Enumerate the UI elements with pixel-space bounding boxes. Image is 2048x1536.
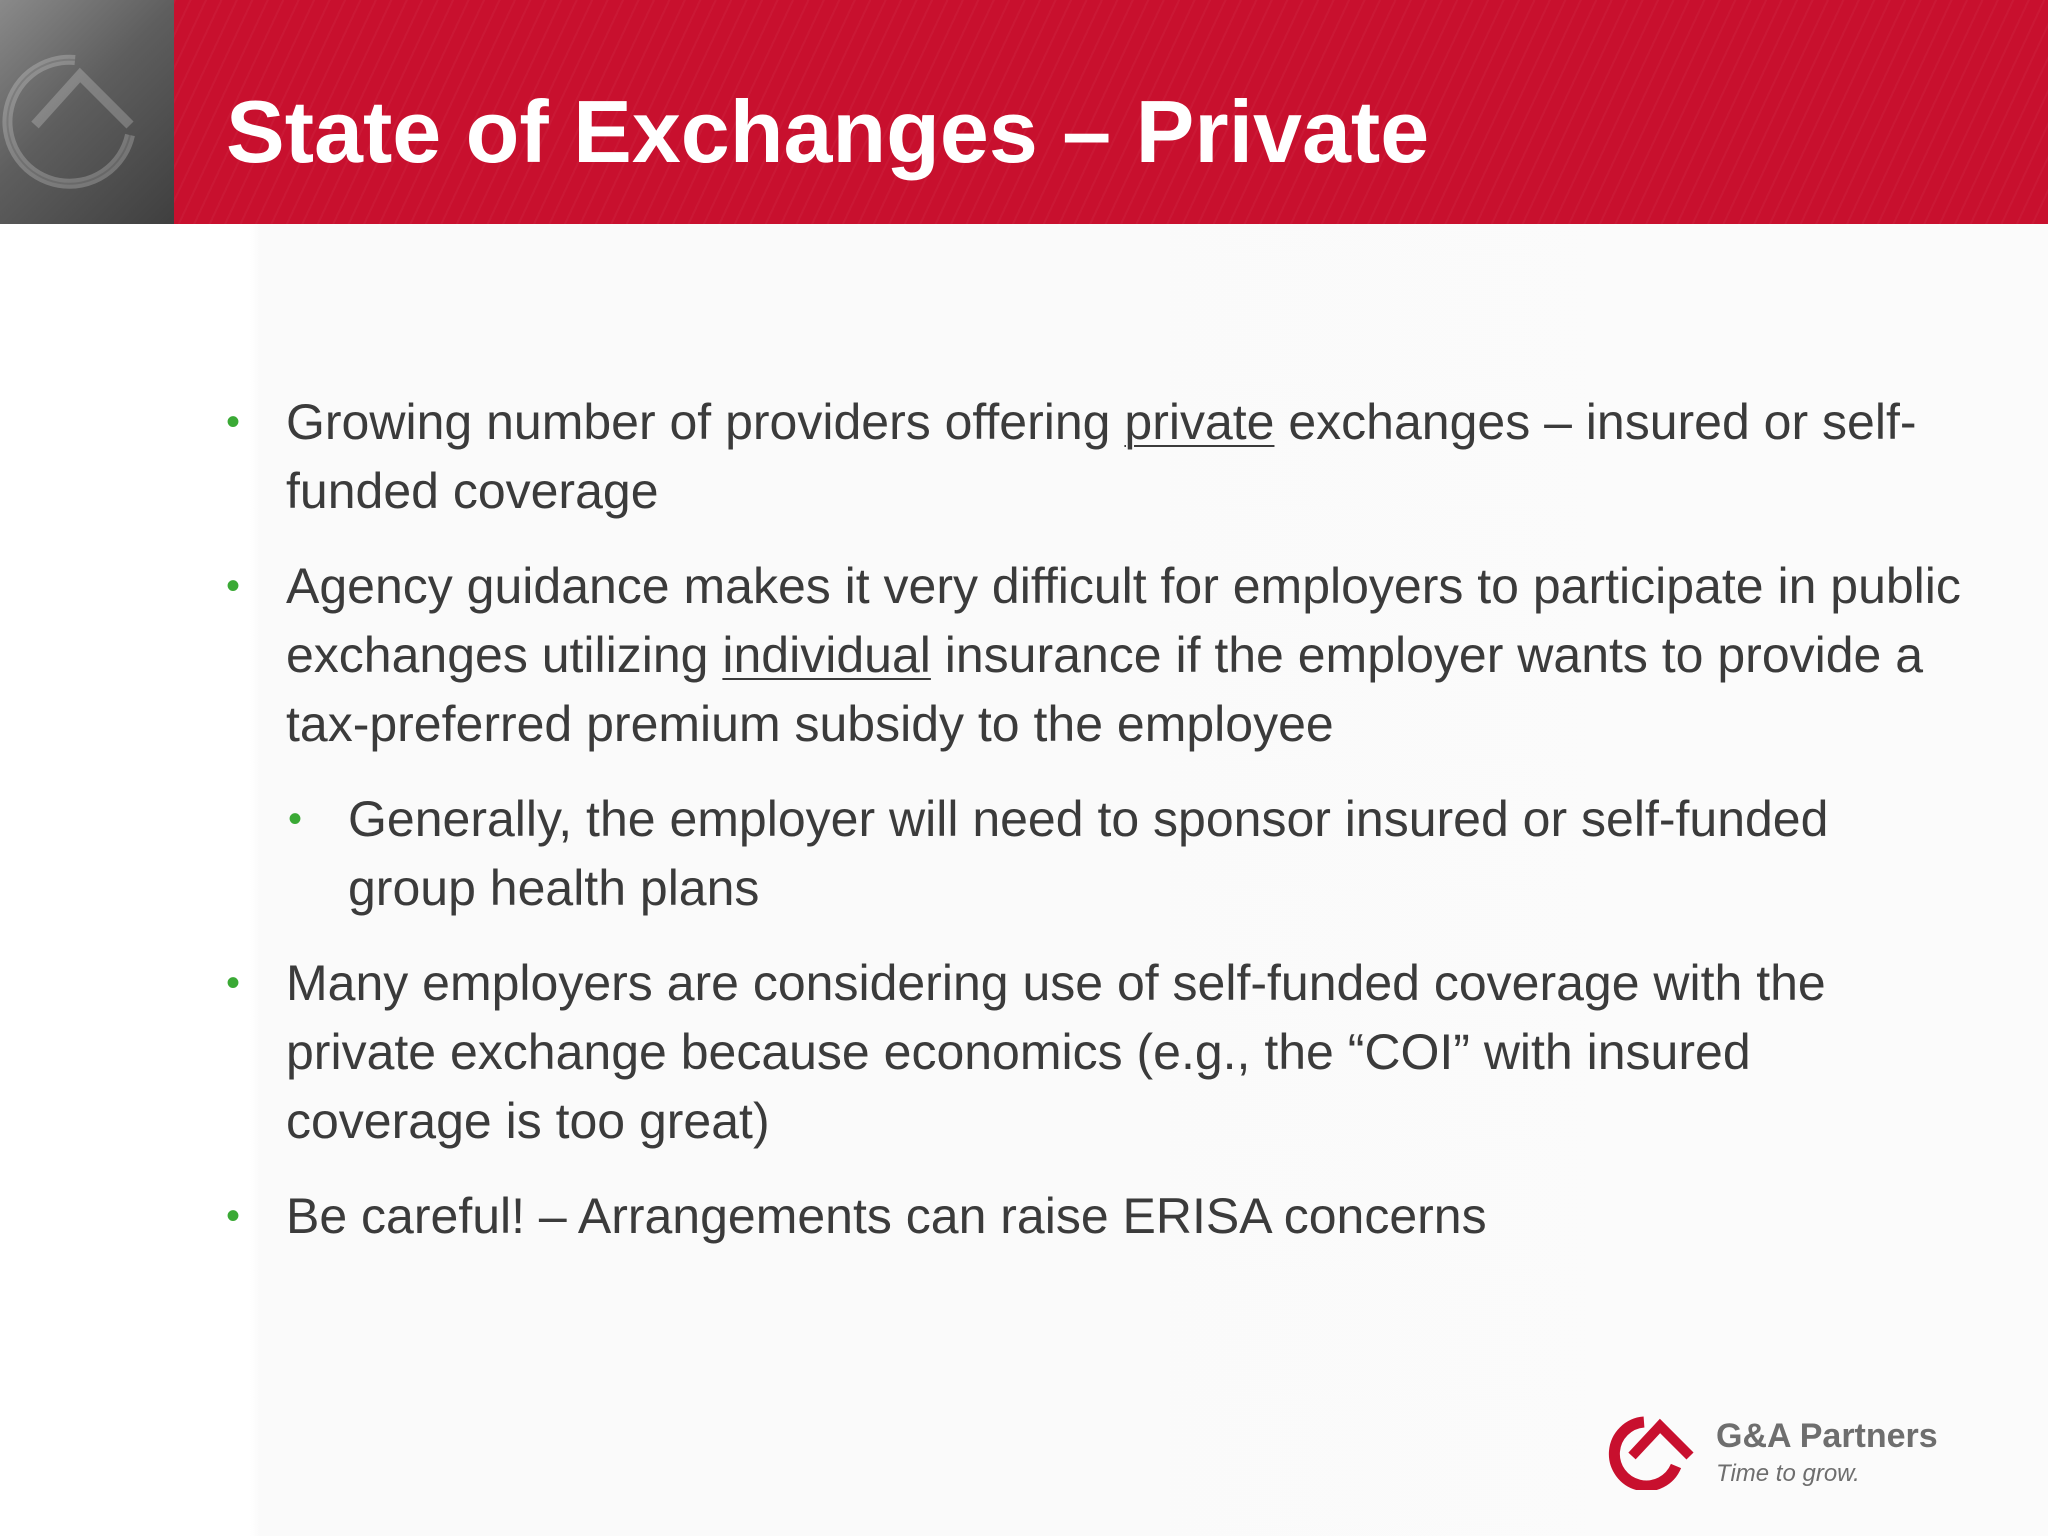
logo-brand-name: G&A Partners xyxy=(1716,1417,1938,1455)
company-logo xyxy=(1598,1404,1958,1494)
bullet-dot-icon: • xyxy=(226,564,241,608)
slide-title: State of Exchanges – Private xyxy=(226,82,1430,181)
bullet-text: insurance if the employer wants to provide a tax-preferred premium subsidy to the employee xyxy=(286,627,1924,752)
bullet-underlined-text: private xyxy=(1124,394,1275,450)
bullet-text: Growing number of providers offering xyxy=(286,394,1125,450)
bullet-item xyxy=(222,388,1962,526)
ga-watermark-icon xyxy=(0,30,174,200)
bullet-item xyxy=(222,1182,1962,1251)
logo-tagline: Time to grow. xyxy=(1716,1460,1860,1487)
bullet-text: Many employers are considering use of self-funded coverage with the private exchange because economics (e.g., the “COI” with insured coverage is too great) xyxy=(286,955,1826,1149)
bullet-item xyxy=(222,552,1962,759)
bullet-dot-icon: • xyxy=(226,1194,241,1238)
bullet-dot-icon: • xyxy=(288,797,303,841)
bullet-underlined-text: individual xyxy=(722,627,931,683)
sub-bullet-item xyxy=(222,785,1962,923)
bullet-text: Generally, the employer will need to sponsor insured or self-funded group health plans xyxy=(348,791,1829,916)
bullet-text: Agency guidance makes it very difficult for employers to participate in public exchanges utilizing xyxy=(286,558,1961,683)
bullet-dot-icon: • xyxy=(226,400,241,444)
bullet-dot-icon: • xyxy=(226,961,241,1005)
header-logo-panel xyxy=(0,0,174,224)
bullet-list xyxy=(222,388,1962,1277)
bullet-text: exchanges – insured or self-funded coverage xyxy=(286,394,1917,519)
ga-arrow-logo-icon xyxy=(1598,1408,1708,1490)
bullet-item xyxy=(222,949,1962,1156)
bullet-text: Be careful! – Arrangements can raise ERISA concerns xyxy=(286,1188,1487,1244)
